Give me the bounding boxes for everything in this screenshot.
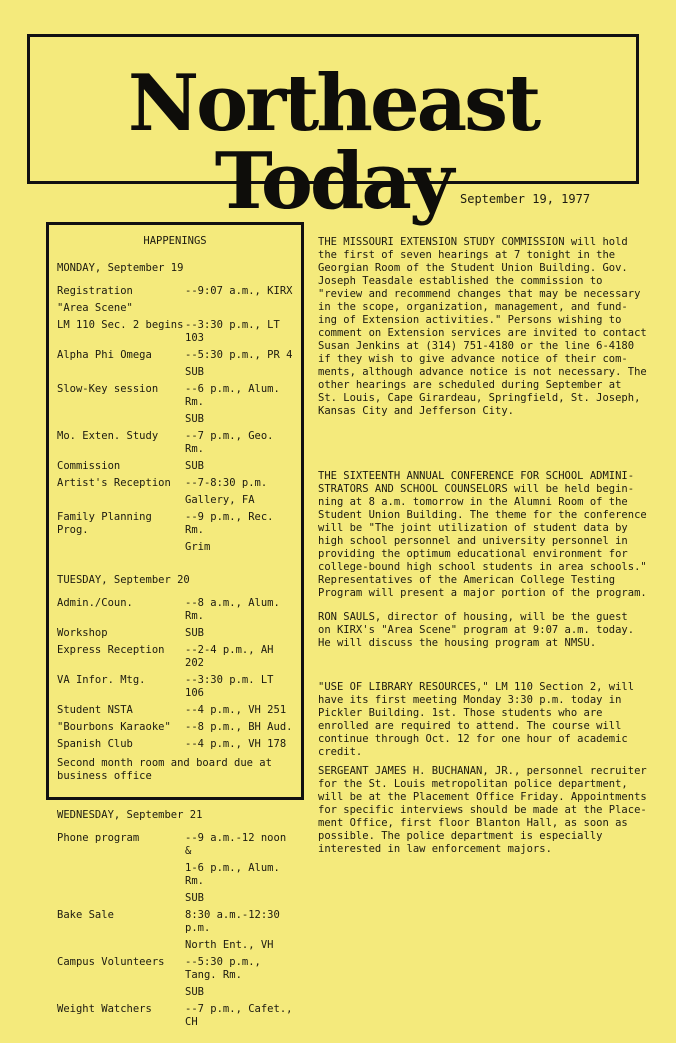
- article: [318, 611, 648, 650]
- event-row: [57, 430, 293, 456]
- event-name: "Area Scene": [57, 302, 133, 314]
- event-time: --7 p.m., Cafet., CH: [185, 1003, 293, 1028]
- event-row: [57, 494, 293, 507]
- event-name: LM 110 Sec. 2 begins: [57, 319, 184, 331]
- event-name: [57, 413, 185, 426]
- event-name: Express Reception: [57, 644, 165, 656]
- event-name: Artist's Reception: [57, 477, 171, 489]
- event-time: [185, 302, 293, 315]
- event-row: [57, 832, 293, 858]
- event-time: Gallery, FA: [185, 494, 255, 506]
- article-line: comment on Extension services are invited to contact: [318, 327, 647, 339]
- event-time: --6 p.m., Alum. Rm.: [185, 383, 280, 408]
- article-line: "review and recommend changes that may be necessary: [318, 288, 641, 300]
- event-time: --5:30 p.m., Tang. Rm.: [185, 956, 261, 981]
- day-heading: TUESDAY, September 20: [57, 574, 190, 586]
- happenings-days: [57, 262, 293, 1043]
- event-name: Campus Volunteers: [57, 956, 165, 968]
- article-line: THE MISSOURI EXTENSION STUDY COMMISSION will hold: [318, 236, 628, 248]
- event-row: [57, 704, 293, 717]
- article-line: will be at the Placement Office Friday. Appointments: [318, 791, 647, 803]
- event-time: --3:30 p.m. LT 106: [185, 674, 274, 699]
- article-line: RON SAULS, director of housing, will be the guest: [318, 611, 628, 623]
- article-line: Pickler Building. 1st. Those students who are: [318, 707, 603, 719]
- event-name: Weight Watchers: [57, 1003, 152, 1015]
- article-line: Student Union Building. The theme for the conference: [318, 509, 647, 521]
- article-line: on KIRX's "Area Scene" program at 9:07 a.m. today.: [318, 624, 635, 636]
- masthead-title: Northeast Today: [127, 58, 539, 227]
- event-name: [57, 541, 185, 554]
- article-line: for specific interviews should be made at the Place-: [318, 804, 647, 816]
- event-row: [57, 909, 293, 935]
- article-line: for the St. Louis metropolitan police department,: [318, 778, 628, 790]
- event-name: Workshop: [57, 627, 108, 639]
- event-name: Student NSTA: [57, 704, 133, 716]
- day-heading: MONDAY, September 19: [57, 262, 184, 274]
- event-time: --9 a.m.-12 noon &: [185, 832, 287, 857]
- event-row: [57, 349, 293, 362]
- event-time: --8 a.m., Alum. Rm.: [185, 597, 280, 622]
- event-row: [57, 597, 293, 623]
- event-name: Slow-Key session: [57, 383, 159, 395]
- article-line: will be "The joint utilization of student data by: [318, 522, 628, 534]
- happenings-title: HAPPENINGS: [143, 235, 207, 247]
- event-time: 1-6 p.m., Alum. Rm.: [185, 862, 280, 887]
- event-row: [57, 302, 293, 315]
- article: [318, 765, 648, 856]
- event-time: --7-8:30 p.m.: [185, 477, 268, 489]
- event-row: [57, 986, 293, 999]
- day-note: Second month room and board due at business office: [57, 757, 272, 782]
- event-name: Phone program: [57, 832, 140, 844]
- event-name: Bake Sale: [57, 909, 114, 921]
- article-line: Kansas City and Jefferson City.: [318, 405, 514, 417]
- article-line: college-bound high school students in area schools.": [318, 561, 647, 573]
- article-line: ning at 8 a.m. tomorrow in the Alumni Room of the: [318, 496, 628, 508]
- event-time: SUB: [185, 366, 204, 378]
- event-row: [57, 460, 293, 473]
- event-row: [57, 892, 293, 905]
- event-row: [57, 383, 293, 409]
- event-time: --9:07 a.m., KIRX: [185, 285, 293, 297]
- article-line: He will discuss the housing program at NMSU.: [318, 637, 597, 649]
- event-name: [57, 892, 185, 905]
- event-time: --4 p.m., VH 178: [185, 738, 287, 750]
- event-time: --2-4 p.m., AH 202: [185, 644, 274, 669]
- article-line: have its first meeting Monday 3:30 p.m. today in: [318, 694, 622, 706]
- event-time: SUB: [185, 413, 204, 425]
- event-name: Spanish Club: [57, 738, 133, 750]
- event-name: [57, 939, 185, 952]
- article: [318, 236, 648, 418]
- event-time: --7 p.m., Geo. Rm.: [185, 430, 274, 455]
- article-line: ment Office, first floor Blanton Hall, as soon as: [318, 817, 628, 829]
- article-line: other hearings are scheduled during September at: [318, 379, 622, 391]
- article-line: possible. The police department is especially: [318, 830, 603, 842]
- article-line: THE SIXTEENTH ANNUAL CONFERENCE FOR SCHOOL ADMINI-: [318, 470, 635, 482]
- event-row: [57, 366, 293, 379]
- event-time: --9 p.m., Rec. Rm.: [185, 511, 274, 536]
- event-row: [57, 674, 293, 700]
- event-row: [57, 627, 293, 640]
- event-name: Commission: [57, 460, 121, 472]
- event-name: Family Planning Prog.: [57, 511, 152, 536]
- article-line: Representatives of the American College Testing: [318, 574, 616, 586]
- event-row: [57, 738, 293, 751]
- event-time: SUB: [185, 986, 204, 998]
- event-time: --4 p.m., VH 251: [185, 704, 287, 716]
- article-line: credit.: [318, 746, 363, 758]
- event-time: SUB: [185, 627, 204, 639]
- event-time: SUB: [185, 892, 204, 904]
- event-time: SUB: [185, 460, 204, 472]
- event-time: --5:30 p.m., PR 4: [185, 349, 293, 361]
- article-line: enrolled are required to attend. The course will: [318, 720, 622, 732]
- article-line: STRATORS AND SCHOOL COUNSELORS will be held begin-: [318, 483, 635, 495]
- article-line: providing the optimum educational environment for: [318, 548, 628, 560]
- event-name: Registration: [57, 285, 133, 297]
- event-row: [57, 721, 293, 734]
- event-time: 8:30 a.m.-12:30 p.m.: [185, 909, 280, 934]
- happenings-box: [46, 222, 304, 1028]
- event-time: Grim: [185, 541, 211, 553]
- article-line: if they wish to give advance notice of their com-: [318, 353, 628, 365]
- event-name: "Bourbons Karaoke": [57, 721, 171, 733]
- article-line: interested in law enforcement majors.: [318, 843, 552, 855]
- event-name: Admin./Coun.: [57, 597, 133, 609]
- article-line: Program will present a major portion of the program.: [318, 587, 647, 599]
- event-time: --3:30 p.m., LT 103: [185, 319, 280, 344]
- event-row: [57, 511, 293, 537]
- event-row: [57, 862, 293, 888]
- article-line: continue through Oct. 12 for one hour of academic: [318, 733, 628, 745]
- article-line: the first of seven hearings at 7 tonight in the: [318, 249, 616, 261]
- day-heading: WEDNESDAY, September 21: [57, 809, 203, 821]
- event-name: Mo. Exten. Study: [57, 430, 159, 442]
- article-line: St. Louis, Cape Girardeau, Springfield, St. Joseph,: [318, 392, 641, 404]
- event-row: [57, 413, 293, 426]
- article-line: in the scope, organization, management, and fund-: [318, 301, 628, 313]
- article-line: ments, although advance notice is not necessary. The: [318, 366, 647, 378]
- article-line: Susan Jenkins at (314) 751-4180 or the line 6-4180: [318, 340, 635, 352]
- event-name: [57, 862, 185, 888]
- event-row: [57, 319, 293, 345]
- article-line: Georgian Room of the Student Union Building. Gov.: [318, 262, 628, 274]
- issue-date: September 19, 1977: [460, 192, 591, 206]
- event-name: VA Infor. Mtg.: [57, 674, 146, 686]
- event-row: [57, 956, 293, 982]
- event-row: [57, 939, 293, 952]
- event-row: [57, 1003, 293, 1029]
- article: [318, 470, 648, 600]
- article-line: Joseph Teasdale established the commission to: [318, 275, 603, 287]
- event-name: [57, 366, 185, 379]
- article-line: SERGEANT JAMES H. BUCHANAN, JR., personnel recruiter: [318, 765, 647, 777]
- article-line: ing of Extension activities." Persons wishing to: [318, 314, 622, 326]
- article: [318, 681, 648, 759]
- article-line: "USE OF LIBRARY RESOURCES," LM 110 Section 2, will: [318, 681, 635, 693]
- event-name: [57, 494, 185, 507]
- event-row: [57, 541, 293, 554]
- article-line: high school personnel and university personnel in: [318, 535, 628, 547]
- event-row: [57, 477, 293, 490]
- event-name: [57, 986, 185, 999]
- event-time: North Ent., VH: [185, 939, 274, 951]
- event-name: Alpha Phi Omega: [57, 349, 152, 361]
- event-row: [57, 285, 293, 298]
- event-time: --8 p.m., BH Aud.: [185, 721, 293, 733]
- event-row: [57, 644, 293, 670]
